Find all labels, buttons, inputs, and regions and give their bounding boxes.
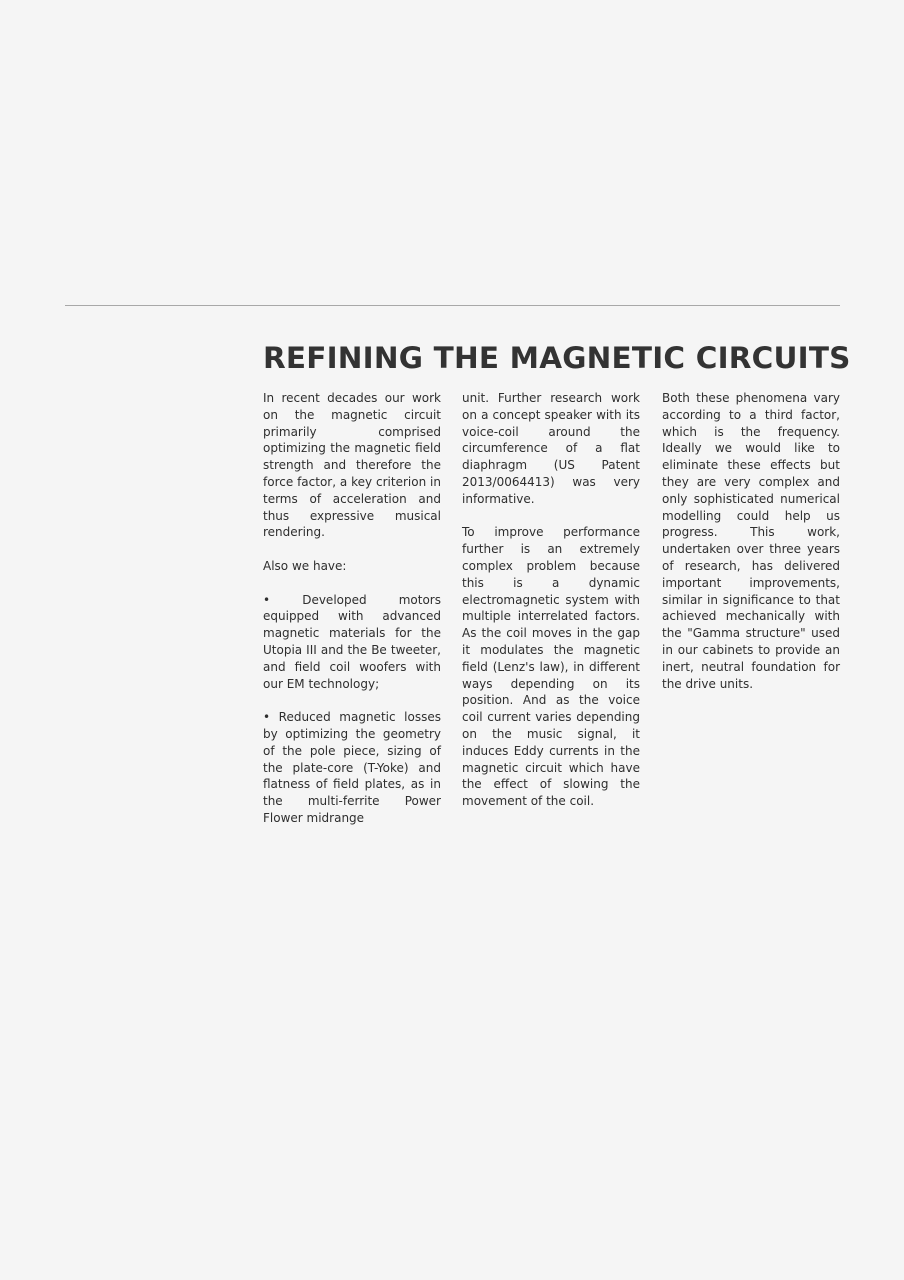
text-column-3 (662, 390, 840, 692)
paragraph: In recent decades our work on the magnetic circuit primarily comprised optimizing the magnetic field strength and therefore the force factor, a key criterion in terms of acceleration and thus expressive musical rendering. (263, 391, 441, 540)
paragraph: Also we have: (263, 558, 347, 573)
paragraph: Both these phenomena vary according to a third factor, which is the frequency. Ideally we would like to eliminate these effects but they are very complex and only sophisticated numerical modelling could help us progress. This work, undertaken over three years of research, has delivered important improvements, similar in significance to that achieved mechanically with the "Gamma structure" used in our cabinets to provide an inert, neutral foundation for the drive units. (662, 391, 840, 691)
paragraph: To improve performance further is an extremely complex problem because this is a dynamic electromagnetic system with multiple interrelated factors. As the coil moves in the gap it modulates the magnetic field (Lenz's law), in different ways depending on its position. And as the voice coil current varies depending on the music signal, it induces Eddy currents in the magnetic circuit which have the effect of slowing the movement of the coil. (462, 525, 640, 809)
section-heading: REFINING THE MAGNETIC CIRCUITS (263, 341, 851, 375)
horizontal-rule (65, 305, 840, 306)
paragraph: unit. Further research work on a concept speaker with its voice-coil around the circumference of a flat diaphragm (US Patent 2013/0064413) was very informative. (462, 391, 640, 506)
text-column-1 (263, 390, 441, 827)
bullet-paragraph: • Reduced magnetic losses by optimizing the geometry of the pole piece, sizing of the plate-core (T-Yoke) and flatness of field plates, as in the multi-ferrite Power Flower midrange (263, 710, 441, 825)
text-column-2 (462, 390, 640, 810)
bullet-paragraph: • Developed motors equipped with advanced magnetic materials for the Utopia III and the Be tweeter, and field coil woofers with our EM technology; (263, 592, 441, 691)
